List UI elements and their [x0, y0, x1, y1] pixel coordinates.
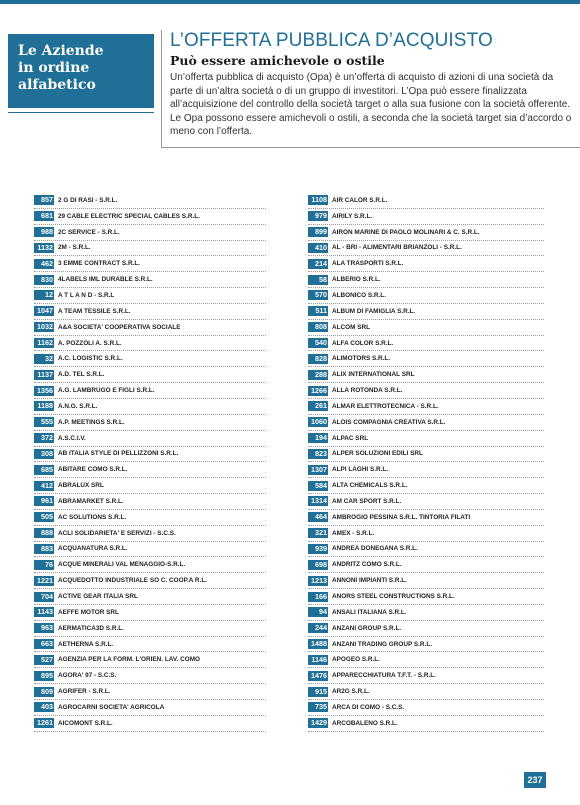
list-item — [308, 716, 544, 732]
company-name: 4LABELS IML DURABLE S.R.L. — [58, 276, 153, 284]
company-number-badge: 288 — [308, 370, 328, 380]
company-name: AEFFE MOTOR SRL — [58, 608, 119, 616]
company-number-badge: 555 — [34, 417, 54, 427]
list-item — [308, 241, 544, 257]
company-name: ALPI LAGHI S.R.L. — [332, 466, 389, 474]
company-name: 2C SERVICE - S.R.L. — [58, 228, 120, 236]
company-name: ALBONICO S.R.L. — [332, 291, 386, 299]
list-item — [34, 589, 266, 605]
list-item — [308, 320, 544, 336]
company-number-badge: 1047 — [34, 306, 54, 316]
company-number-badge: 462 — [34, 259, 54, 269]
list-item — [34, 510, 266, 526]
company-number-badge: 1132 — [34, 243, 54, 253]
company-name: A.C. LOGISTIC S.R.L. — [58, 355, 123, 363]
company-name: AMEX - S.R.L. — [332, 529, 375, 537]
list-item — [34, 225, 266, 241]
list-item — [34, 526, 266, 542]
list-item — [34, 415, 266, 431]
company-name: 2 G DI RASI - S.R.L. — [58, 196, 118, 204]
company-list-left — [34, 193, 266, 732]
company-number-badge: 888 — [34, 528, 54, 538]
list-item — [308, 367, 544, 383]
company-number-badge: 1476 — [308, 671, 328, 681]
list-item — [308, 351, 544, 367]
company-name: ALTA CHEMICALS S.R.L. — [332, 482, 408, 490]
company-name: ALBERIO S.R.L. — [332, 276, 381, 284]
list-item — [308, 589, 544, 605]
company-name: ANSALI ITALIANA S.R.L. — [332, 608, 407, 616]
company-name: ANDREA DONEGANA S.R.L. — [332, 545, 418, 553]
company-number-badge: 1488 — [308, 639, 328, 649]
list-item — [34, 367, 266, 383]
list-item — [308, 542, 544, 558]
company-name: 29 CABLE ELECTRIC SPECIAL CABLES S.R.L. — [58, 212, 200, 220]
company-number-badge: 1032 — [34, 322, 54, 332]
company-name: AGRIFER - S.R.L. — [58, 688, 111, 696]
list-item — [308, 684, 544, 700]
company-number-badge: 1429 — [308, 718, 328, 728]
company-list-right — [308, 193, 544, 732]
company-number-badge: 412 — [34, 481, 54, 491]
company-name: ACQUEDOTTO INDUSTRIALE SO C. COOP.A R.L. — [58, 577, 208, 585]
company-number-badge: 527 — [34, 655, 54, 665]
company-name: ANDRITZ COMO S.R.L. — [332, 561, 402, 569]
company-number-badge: 663 — [34, 639, 54, 649]
company-number-badge: 899 — [308, 227, 328, 237]
list-item — [308, 494, 544, 510]
company-name: AIR CALOR S.R.L. — [332, 196, 388, 204]
company-number-badge: 1314 — [308, 496, 328, 506]
company-number-badge: 1162 — [34, 338, 54, 348]
company-number-badge: 32 — [34, 354, 54, 364]
company-number-badge: 857 — [34, 195, 54, 205]
list-item — [308, 462, 544, 478]
company-name: 3 EMME CONTRACT S.R.L. — [58, 260, 141, 268]
company-name: AMBROGIO PESSINA S.R.L. TINTORIA FILATI — [332, 513, 471, 521]
company-number-badge: 1146 — [308, 655, 328, 665]
company-name: A.N.G. S.R.L. — [58, 402, 98, 410]
company-number-badge: 895 — [34, 671, 54, 681]
company-number-badge: 830 — [34, 275, 54, 285]
company-name: APOGEO S.R.L. — [332, 656, 380, 664]
list-item — [34, 700, 266, 716]
list-item — [34, 256, 266, 272]
company-number-badge: 570 — [308, 290, 328, 300]
company-name: ARCOBALENO S.R.L. — [332, 719, 398, 727]
company-number-badge: 681 — [34, 211, 54, 221]
company-number-badge: 308 — [34, 449, 54, 459]
company-name: AB ITALIA STYLE DI PELLIZZONI S.R.L. — [58, 450, 179, 458]
list-item — [34, 272, 266, 288]
list-item — [34, 494, 266, 510]
company-number-badge: 540 — [308, 338, 328, 348]
company-name: APPARECCHIATURA T.F.T. - S.R.L. — [332, 672, 436, 680]
company-name: ACTIVE GEAR ITALIA SRL — [58, 593, 138, 601]
company-name: ALFA COLOR S.R.L. — [332, 339, 394, 347]
company-name: AGROCARNI SOCIETA' AGRICOLA — [58, 703, 165, 711]
company-name: A.S.C.I.V. — [58, 434, 86, 442]
company-number-badge: 1221 — [34, 576, 54, 586]
article-vertical-rule — [161, 30, 162, 148]
list-item — [308, 399, 544, 415]
section-title-line: alfabetico — [18, 77, 96, 93]
company-number-badge: 1188 — [34, 401, 54, 411]
list-item — [308, 621, 544, 637]
list-item — [308, 526, 544, 542]
company-name: ACQUE MINERALI VAL MENAGGIO-S.R.L. — [58, 561, 186, 569]
list-item — [34, 716, 266, 732]
list-item — [308, 304, 544, 320]
company-name: 2M - S.R.L. — [58, 244, 91, 252]
company-number-badge: 883 — [34, 544, 54, 554]
list-item — [34, 447, 266, 463]
list-item — [34, 399, 266, 415]
company-number-badge: 244 — [308, 623, 328, 633]
company-name: ALCOM SRL — [332, 323, 370, 331]
company-name: AC SOLUTIONS S.R.L. — [58, 513, 127, 521]
company-number-badge: 1137 — [34, 370, 54, 380]
list-item — [308, 700, 544, 716]
company-number-badge: 1266 — [308, 386, 328, 396]
company-name: AGENZIA PER LA FORM. L'ORIEN. LAV. COMO — [58, 656, 200, 664]
company-number-badge: 505 — [34, 512, 54, 522]
list-item — [34, 462, 266, 478]
company-number-badge: 704 — [34, 592, 54, 602]
company-number-badge: 823 — [308, 449, 328, 459]
list-item — [34, 542, 266, 558]
company-number-badge: 988 — [34, 227, 54, 237]
company-number-badge: 410 — [308, 243, 328, 253]
company-name: A.D. TEL S.R.L. — [58, 371, 105, 379]
company-number-badge: 979 — [308, 211, 328, 221]
article-subtitle: Può essere amichevole o ostile — [170, 53, 385, 68]
company-name: ALOIS COMPAGNIA CREATIVA S.R.L. — [332, 418, 446, 426]
company-number-badge: 809 — [34, 687, 54, 697]
company-name: ALLA ROTONDA S.R.L. — [332, 387, 403, 395]
company-name: ARCA DI COMO - S.C.S. — [332, 703, 405, 711]
company-number-badge: 961 — [34, 496, 54, 506]
company-name: AM CAR SPORT S.R.L. — [332, 497, 402, 505]
company-number-badge: 214 — [308, 259, 328, 269]
company-number-badge: 166 — [308, 592, 328, 602]
company-name: ANZANI GROUP S.R.L. — [332, 624, 402, 632]
company-name: A.G. LAMBRUGO E FIGLI S.R.L. — [58, 387, 155, 395]
list-item — [34, 478, 266, 494]
list-item — [308, 336, 544, 352]
list-item — [34, 637, 266, 653]
list-item — [308, 637, 544, 653]
company-number-badge: 403 — [34, 702, 54, 712]
company-name: ALPER SOLUZIONI EDILI SRL — [332, 450, 423, 458]
list-item — [34, 193, 266, 209]
list-item — [34, 320, 266, 336]
company-number-badge: 915 — [308, 687, 328, 697]
list-item — [308, 288, 544, 304]
list-item — [308, 415, 544, 431]
company-number-badge: 1213 — [308, 576, 328, 586]
company-name: AGORA' 97 - S.C.S. — [58, 672, 117, 680]
article-bottom-rule — [161, 147, 580, 148]
article-body: Un’offerta pubblica di acquisto (Opa) è un’offerta di acquisto di azioni di una società da parte di un’altra società o di un gruppo di investitori. L’Opa può essere finalizzata all’acquisizione del controllo della società target o alla sua fusione con la società offerente. Le Opa possono essere amichevoli o ostili, a seconda che la società target sia d’accordo o meno con l’offerta. — [170, 72, 572, 138]
company-number-badge: 685 — [34, 465, 54, 475]
top-rule — [0, 0, 580, 4]
company-name: ALBUM DI FAMIGLIA S.R.L. — [332, 307, 416, 315]
company-number-badge: 464 — [308, 512, 328, 522]
list-item — [308, 272, 544, 288]
list-item — [308, 605, 544, 621]
company-name: ALIMOTORS S.R.L. — [332, 355, 391, 363]
company-number-badge: 194 — [308, 433, 328, 443]
list-item — [34, 557, 266, 573]
company-number-badge: 261 — [308, 401, 328, 411]
company-name: AETHERNA S.R.L. — [58, 640, 114, 648]
article-title: L’OFFERTA PUBBLICA D’ACQUISTO — [170, 30, 493, 51]
company-name: ANNONI IMPIANTI S.R.L. — [332, 577, 407, 585]
list-item — [34, 621, 266, 637]
list-item — [308, 209, 544, 225]
company-number-badge: 698 — [308, 560, 328, 570]
company-name: ANZANI TRADING GROUP S.R.L. — [332, 640, 433, 648]
list-item — [308, 510, 544, 526]
company-name: A&A SOCIETA' COOPERATIVA SOCIALE — [58, 323, 181, 331]
list-item — [34, 241, 266, 257]
company-name: ABITARE COMO S.R.L. — [58, 466, 128, 474]
list-item — [34, 605, 266, 621]
list-item — [308, 431, 544, 447]
list-item — [308, 225, 544, 241]
company-name: AICOMONT S.R.L. — [58, 719, 113, 727]
company-number-badge: 511 — [308, 306, 328, 316]
company-number-badge: 808 — [308, 322, 328, 332]
list-item — [308, 447, 544, 463]
company-number-badge: 372 — [34, 433, 54, 443]
section-divider — [8, 112, 154, 113]
company-number-badge: 321 — [308, 528, 328, 538]
company-number-badge: 963 — [34, 623, 54, 633]
company-name: A. POZZOLI A. S.R.L. — [58, 339, 122, 347]
company-name: AIRILY S.R.L. — [332, 212, 373, 220]
company-number-badge: 58 — [308, 275, 328, 285]
company-name: ALIX INTERNATIONAL SRL — [332, 371, 415, 379]
list-item — [34, 652, 266, 668]
company-name: A TEAM TESSILE S.R.L. — [58, 307, 131, 315]
company-number-badge: 828 — [308, 354, 328, 364]
section-title-line: Le Aziende — [18, 43, 104, 59]
company-number-badge: 76 — [34, 560, 54, 570]
section-title-line: in ordine — [18, 60, 90, 76]
company-number-badge: 1261 — [34, 718, 54, 728]
list-item — [308, 193, 544, 209]
list-item — [308, 668, 544, 684]
list-item — [34, 336, 266, 352]
list-item — [308, 256, 544, 272]
company-number-badge: 94 — [308, 607, 328, 617]
company-name: AL - BRI - ALIMENTARI BRIANZOLI - S.R.L. — [332, 244, 462, 252]
list-item — [34, 304, 266, 320]
list-item — [34, 668, 266, 684]
company-name: ACQUANATURA S.R.L. — [58, 545, 128, 553]
company-name: AR2G S.R.L. — [332, 688, 370, 696]
list-item — [308, 383, 544, 399]
list-item — [34, 431, 266, 447]
company-name: AERMATICA3D S.R.L. — [58, 624, 124, 632]
company-name: AIRON MARINE DI PAOLO MOLINARI & C. S.R.L. — [332, 228, 480, 236]
company-number-badge: 12 — [34, 290, 54, 300]
list-item — [308, 652, 544, 668]
list-item — [34, 573, 266, 589]
list-item — [34, 351, 266, 367]
company-name: A.P. MEETINGS S.R.L. — [58, 418, 125, 426]
list-item — [34, 209, 266, 225]
list-item — [34, 383, 266, 399]
company-name: ABRALUX SRL — [58, 482, 104, 490]
company-number-badge: 1060 — [308, 417, 328, 427]
list-item — [308, 573, 544, 589]
company-number-badge: 1307 — [308, 465, 328, 475]
company-number-badge: 1356 — [34, 386, 54, 396]
list-item — [308, 478, 544, 494]
list-item — [34, 288, 266, 304]
list-item — [308, 557, 544, 573]
company-number-badge: 1143 — [34, 607, 54, 617]
company-name: ACLI SOLIDARIETA' E SERVIZI - S.C.S. — [58, 529, 176, 537]
company-number-badge: 584 — [308, 481, 328, 491]
company-number-badge: 1108 — [308, 195, 328, 205]
company-name: ANORS STEEL CONSTRUCTIONS S.R.L. — [332, 593, 455, 601]
page-number: 237 — [524, 772, 546, 788]
company-name: ALMAR ELETTROTECNICA - S.R.L. — [332, 402, 439, 410]
company-name: ALA TRASPORTI S.R.L. — [332, 260, 404, 268]
company-number-badge: 735 — [308, 702, 328, 712]
list-item — [34, 684, 266, 700]
section-title-box — [8, 34, 154, 108]
company-name: A T L A N D - S.R.L — [58, 291, 115, 299]
company-name: ABRAMARKET S.R.L. — [58, 497, 124, 505]
company-name: ALPAC SRL — [332, 434, 369, 442]
company-number-badge: 939 — [308, 544, 328, 554]
